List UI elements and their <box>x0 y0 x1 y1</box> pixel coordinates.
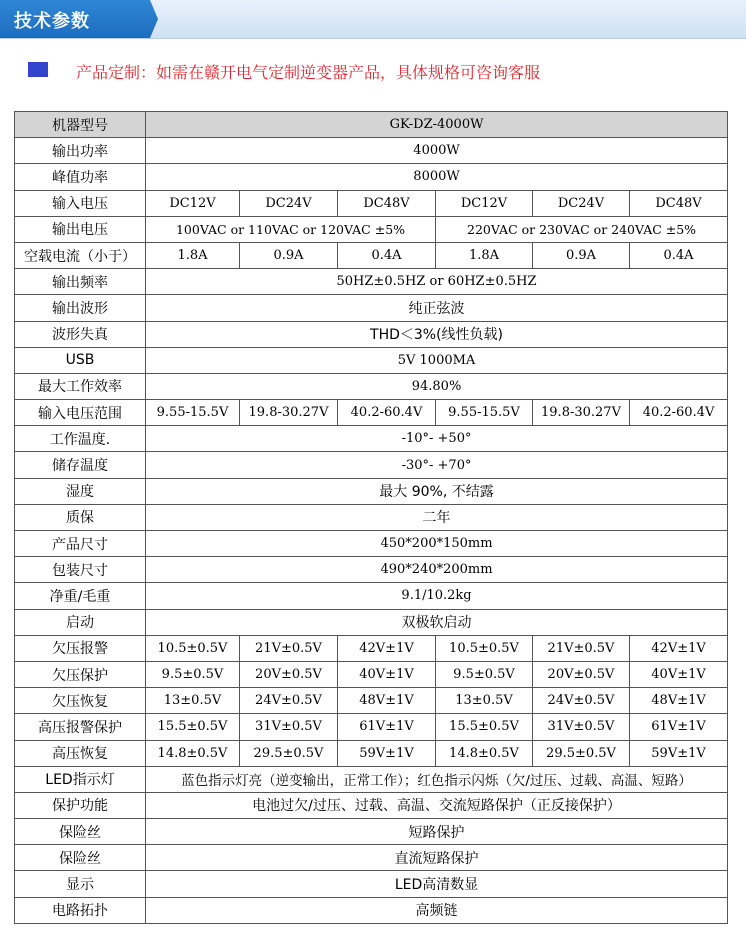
table-row <box>15 347 728 373</box>
row-label: 质保 <box>15 504 146 530</box>
table-row <box>15 661 728 687</box>
row-cell: 0.4A <box>338 242 436 268</box>
row-cell: 59V±1V <box>338 740 436 766</box>
spec-table <box>14 111 728 924</box>
row-label: 空载电流（小于） <box>15 242 146 268</box>
table-row <box>15 557 728 583</box>
table-row <box>15 426 728 452</box>
table-row <box>15 635 728 661</box>
row-value: 蓝色指示灯亮（逆变输出，正常工作）；红色指示闪烁（欠/过压、过载、高温、短路） <box>146 766 728 792</box>
row-label: 欠压保护 <box>15 661 146 687</box>
row-cell: 20V±0.5V <box>533 661 630 687</box>
row-cell: 15.5±0.5V <box>146 714 240 740</box>
row-cell: 24V±0.5V <box>240 688 338 714</box>
row-label: 峰值功率 <box>15 164 146 190</box>
table-row <box>15 269 728 295</box>
table-row <box>15 478 728 504</box>
table-row <box>15 740 728 766</box>
row-value: 8000W <box>146 164 728 190</box>
table-row <box>15 871 728 897</box>
row-label: 输出频率 <box>15 269 146 295</box>
table-row <box>15 766 728 792</box>
row-value: 二年 <box>146 504 728 530</box>
row-cell: 29.5±0.5V <box>240 740 338 766</box>
row-label: 启动 <box>15 609 146 635</box>
table-row <box>15 400 728 426</box>
row-label: 产品尺寸 <box>15 531 146 557</box>
row-value: THD＜3%(线性负载) <box>146 321 728 347</box>
row-cell: 19.8-30.27V <box>240 400 338 426</box>
row-cell: 42V±1V <box>338 635 436 661</box>
table-row <box>15 164 728 190</box>
table-row <box>15 504 728 530</box>
row-cell: DC12V <box>436 190 533 216</box>
row-value: 490*240*200mm <box>146 557 728 583</box>
row-cell: 61V±1V <box>338 714 436 740</box>
row-cell: 0.9A <box>533 242 630 268</box>
row-label: 欠压报警 <box>15 635 146 661</box>
row-cell: 220VAC or 230VAC or 240VAC ±5% <box>436 216 728 242</box>
table-row <box>15 792 728 818</box>
row-cell: 9.55-15.5V <box>146 400 240 426</box>
row-value: 高频链 <box>146 897 728 923</box>
row-cell: 31V±0.5V <box>533 714 630 740</box>
row-value: 电池过欠/过压、过载、高温、交流短路保护（正反接保护） <box>146 792 728 818</box>
row-value: 最大 90%, 不结露 <box>146 478 728 504</box>
row-cell: 13±0.5V <box>436 688 533 714</box>
row-cell: 10.5±0.5V <box>436 635 533 661</box>
table-row <box>15 583 728 609</box>
row-label: 波形失真 <box>15 321 146 347</box>
row-value: 94.80% <box>146 373 728 399</box>
row-label: 高压恢复 <box>15 740 146 766</box>
row-value: LED高清数显 <box>146 871 728 897</box>
row-value: 4000W <box>146 138 728 164</box>
row-cell: 31V±0.5V <box>240 714 338 740</box>
table-row <box>15 897 728 923</box>
row-cell: 21V±0.5V <box>240 635 338 661</box>
row-cell: 9.55-15.5V <box>436 400 533 426</box>
row-label: 保险丝 <box>15 845 146 871</box>
row-cell: DC48V <box>630 190 728 216</box>
table-row <box>15 714 728 740</box>
section-header <box>0 0 746 39</box>
row-label: 欠压恢复 <box>15 688 146 714</box>
section-title: 技术参数 <box>14 11 90 32</box>
row-value: 9.1/10.2kg <box>146 583 728 609</box>
row-value: 5V 1000MA <box>146 347 728 373</box>
row-label: 保险丝 <box>15 819 146 845</box>
table-row <box>15 216 728 242</box>
row-cell: 24V±0.5V <box>533 688 630 714</box>
row-cell: 9.5±0.5V <box>146 661 240 687</box>
row-cell: 29.5±0.5V <box>533 740 630 766</box>
row-label: 机器型号 <box>15 112 146 138</box>
row-value: 50HZ±0.5HZ or 60HZ±0.5HZ <box>146 269 728 295</box>
table-row <box>15 452 728 478</box>
table-row <box>15 531 728 557</box>
row-cell: 21V±0.5V <box>533 635 630 661</box>
row-cell: 59V±1V <box>630 740 728 766</box>
row-value: 纯正弦波 <box>146 295 728 321</box>
row-label: 显示 <box>15 871 146 897</box>
row-cell: 40.2-60.4V <box>630 400 728 426</box>
row-label: 净重/毛重 <box>15 583 146 609</box>
row-cell: 13±0.5V <box>146 688 240 714</box>
row-value: 直流短路保护 <box>146 845 728 871</box>
row-value: 短路保护 <box>146 819 728 845</box>
row-cell: 100VAC or 110VAC or 120VAC ±5% <box>146 216 436 242</box>
row-value: -30°- +70° <box>146 452 728 478</box>
row-cell: 40V±1V <box>338 661 436 687</box>
table-row <box>15 190 728 216</box>
table-row <box>15 819 728 845</box>
row-cell: 19.8-30.27V <box>533 400 630 426</box>
row-label: USB <box>15 347 146 373</box>
square-bullet-icon <box>28 62 48 77</box>
table-row <box>15 373 728 399</box>
row-cell: DC24V <box>240 190 338 216</box>
row-cell: 15.5±0.5V <box>436 714 533 740</box>
row-value: 双极软启动 <box>146 609 728 635</box>
row-cell: 10.5±0.5V <box>146 635 240 661</box>
row-cell: 14.8±0.5V <box>436 740 533 766</box>
table-row <box>15 688 728 714</box>
row-value: -10°- +50° <box>146 426 728 452</box>
custom-note-text: 产品定制：如需在赣开电气定制逆变器产品，具体规格可咨询客服 <box>76 63 541 82</box>
row-label: LED指示灯 <box>15 766 146 792</box>
row-value: GK-DZ-4000W <box>146 112 728 138</box>
row-cell: 48V±1V <box>338 688 436 714</box>
row-cell: 20V±0.5V <box>240 661 338 687</box>
row-label: 输出功率 <box>15 138 146 164</box>
row-label: 储存温度 <box>15 452 146 478</box>
row-cell: 0.9A <box>240 242 338 268</box>
row-cell: 61V±1V <box>630 714 728 740</box>
row-cell: 9.5±0.5V <box>436 661 533 687</box>
row-cell: 40V±1V <box>630 661 728 687</box>
row-label: 保护功能 <box>15 792 146 818</box>
row-cell: DC48V <box>338 190 436 216</box>
table-row <box>15 138 728 164</box>
row-cell: 1.8A <box>436 242 533 268</box>
row-label: 输入电压 <box>15 190 146 216</box>
row-cell: 40.2-60.4V <box>338 400 436 426</box>
row-cell: 14.8±0.5V <box>146 740 240 766</box>
row-label: 输入电压范围 <box>15 400 146 426</box>
row-label: 包装尺寸 <box>15 557 146 583</box>
row-label: 电路拓扑 <box>15 897 146 923</box>
row-cell: 0.4A <box>630 242 728 268</box>
row-label: 最大工作效率 <box>15 373 146 399</box>
table-row <box>15 242 728 268</box>
row-cell: 48V±1V <box>630 688 728 714</box>
row-label: 输出波形 <box>15 295 146 321</box>
row-label: 工作温度. <box>15 426 146 452</box>
row-label: 输出电压 <box>15 216 146 242</box>
row-cell: 1.8A <box>146 242 240 268</box>
table-row <box>15 112 728 138</box>
table-row <box>15 845 728 871</box>
row-cell: DC12V <box>146 190 240 216</box>
table-row <box>15 609 728 635</box>
row-label: 湿度 <box>15 478 146 504</box>
row-label: 高压报警保护 <box>15 714 146 740</box>
table-row <box>15 295 728 321</box>
row-cell: 42V±1V <box>630 635 728 661</box>
row-cell: DC24V <box>533 190 630 216</box>
table-row <box>15 321 728 347</box>
row-value: 450*200*150mm <box>146 531 728 557</box>
